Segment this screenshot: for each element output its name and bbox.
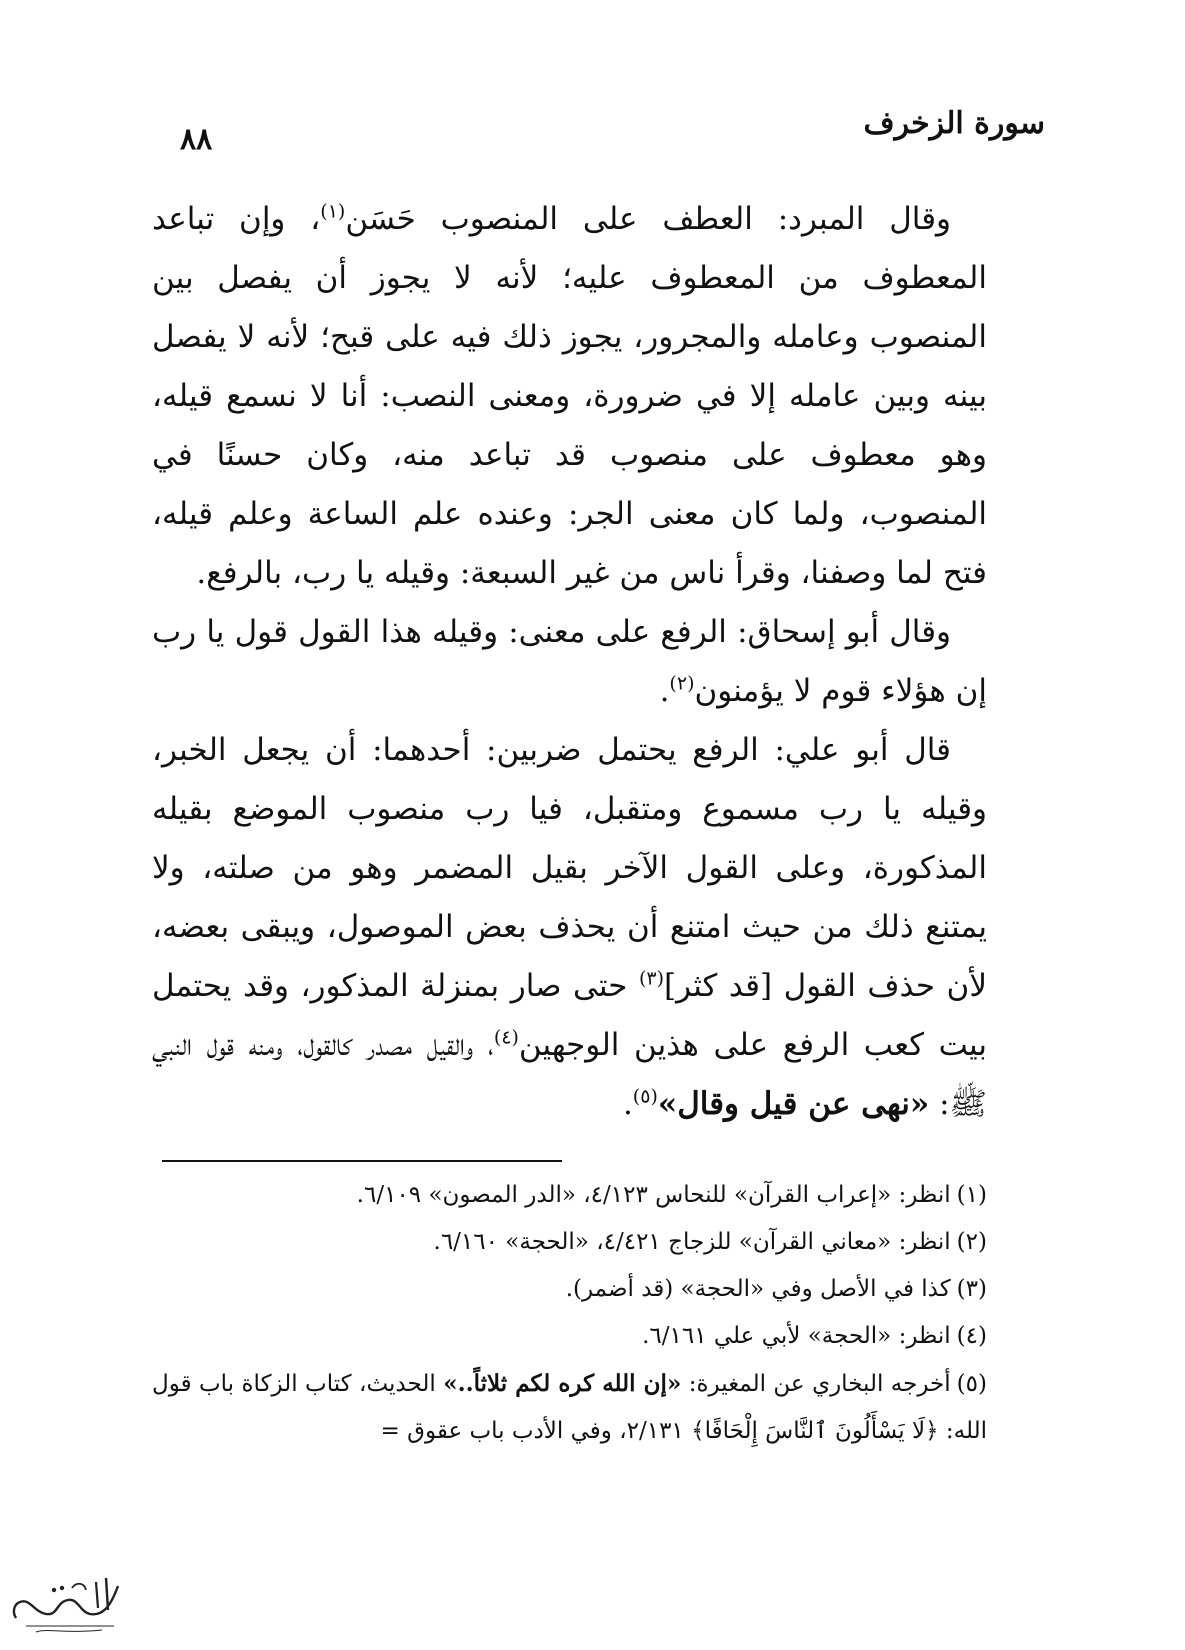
paragraph-text: وقال المبرد: العطف على المنصوب حَسَن: [345, 201, 951, 237]
paragraph-text: قال أبو علي: الرفع يحتمل ضربين: أحدهما: أن يجعل الخبر، وقيله يا رب مسموع ومتقبل، فيا رب منصوب الموضع بقيله المذكورة، وعلى القول الآخر بقيل المضمر وهو من صلته، ولا يمتنع ذلك من حيث امتنع أن يحذف بعض الموصول، ويبقى بعضه، لأن حذف القول [قد كثر]: [152, 732, 987, 1004]
paragraph-text: ، والقيل مصدر كالقول، ومنه قول النبي ﷺ:: [152, 1027, 987, 1122]
footnote-number: (٥): [956, 1371, 987, 1397]
footnote-4: [152, 1313, 987, 1360]
footnote-number: (٣): [956, 1276, 987, 1302]
footnote-1: [152, 1172, 987, 1219]
paragraph-text: .: [622, 1086, 633, 1122]
paragraph-text: .: [659, 673, 670, 709]
paragraph-abu-ishaq: [152, 603, 987, 721]
footnote-number: (٢): [956, 1229, 987, 1255]
paragraph-abu-ali: [152, 721, 987, 1134]
paragraph-text: حتى صار بمنزلة المذكور، وقد يحتمل بيت كعب الرفع على هذين الوجهين: [152, 968, 988, 1063]
page-number: ٨٨: [180, 122, 213, 157]
main-text: [152, 190, 987, 1134]
footnote-5: [152, 1360, 987, 1455]
footnote-text: كذا في الأصل وفي «الحجة» (قد أضمر).: [565, 1276, 951, 1302]
hadith-quote: «نهى عن قيل وقال»: [657, 1086, 930, 1122]
footnote-hadith: «إن الله كره لكم ثلاثاً..»: [443, 1370, 682, 1397]
footnote-ref-4: (٤): [493, 1026, 519, 1049]
surah-title: سورة الزخرف: [863, 106, 1045, 141]
footnote-text: أخرجه البخاري عن المغيرة:: [681, 1371, 951, 1397]
footnote-number: (٤): [956, 1323, 987, 1349]
footnote-2: [152, 1219, 987, 1266]
footnote-text: الحديث، كتاب الزكاة باب قول الله: ﴿لَا يَسْأَلُونَ ٱلنَّاسَ إِلْحَافًا﴾ ٢/١٣١، وفي الأدب باب عقوق =: [152, 1371, 987, 1444]
footnote-ref-5: (٥): [632, 1085, 658, 1108]
footnote-text: انظر: «إعراب القرآن» للنحاس ٤/١٢٣، «الدر المصون» ٦/١٠٩.: [356, 1182, 951, 1208]
footnote-separator: [162, 1160, 562, 1162]
footnote-text: انظر: «الحجة» لأبي علي ٦/١٦١.: [642, 1323, 951, 1349]
running-header: [140, 106, 1045, 166]
publisher-logo: [6, 1568, 126, 1638]
footnote-3: [152, 1266, 987, 1313]
footnote-ref-1: (١): [320, 200, 346, 223]
footnotes: [152, 1172, 987, 1455]
paragraph-mubarrad: [152, 190, 987, 603]
footnote-text: انظر: «معاني القرآن» للزجاج ٤/٤٢١، «الحجة» ٦/١٦٠.: [433, 1229, 951, 1255]
footnote-number: (١): [956, 1182, 987, 1208]
paragraph-text: وقال أبو إسحاق: الرفع على معنى: وقيله هذا القول قول يا رب إن هؤلاء قوم لا يؤمنون: [152, 614, 987, 709]
paragraph-text: ، وإن تباعد المعطوف من المعطوف عليه؛ لأنه لا يجوز أن يفصل بين المنصوب وعامله والمجرور، يجوز ذلك فيه على قبح؛ لأنه لا يفصل بينه وبين عامله إلا في ضرورة، ومعنى النصب: أنا لا نسمع قيله، وهو معطوف على منصوب قد تباعد منه، وكان حسنًا في المنصوب، ولما كان معنى الجر: وعنده علم الساعة وعلم قيله، فتح لما وصفنا، وقرأ ناس من غير السبعة: وقيله يا رب، بالرفع.: [152, 201, 987, 591]
footnote-ref-3: (٣): [638, 967, 664, 990]
footnote-ref-2: (٢): [669, 672, 695, 695]
